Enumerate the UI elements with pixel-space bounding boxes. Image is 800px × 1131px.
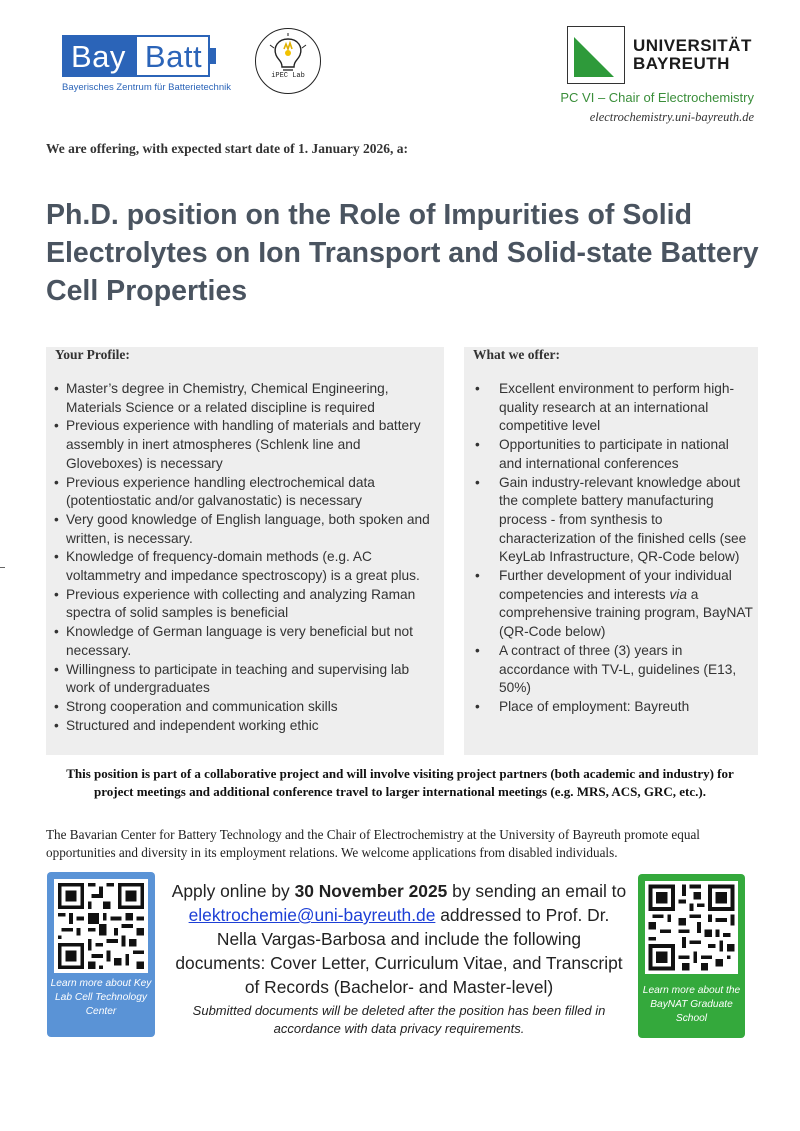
profile-heading: Your Profile: [55,347,130,362]
chair-name: PC VI – Chair of Electrochemistry [560,90,754,105]
bullet-icon: • [54,549,59,565]
collaboration-note: This position is part of a collaborative project and will involve visiting project partners (both academic and industry) for project meetings and additional conference travel to larger international meetings (e.g. MRS, ACS, GRC, etc.). [66,766,734,799]
bullet-icon: • [475,437,480,453]
university-name-line2: BAYREUTH [633,54,730,73]
baynat-qr-code-icon[interactable] [645,881,738,974]
bullet-icon: • [475,474,480,490]
chair-website: electrochemistry.uni-bayreuth.de [589,110,754,124]
baynat-qr-card[interactable] [638,874,745,1038]
bullet-icon: • [475,698,480,714]
bullet-icon: • [54,698,59,714]
baynat-caption[interactable]: Learn more about the BayNAT Graduate School [642,985,741,1024]
profile-list [54,380,440,735]
list-item: • Very good knowledge of English language, both spoken and written, is necessary. [54,511,430,546]
bullet-icon: • [54,661,59,677]
bullet-icon: • [54,586,59,602]
bullet-icon: • [54,624,59,640]
intro-line: We are offering, with expected start date of 1. January 2026, a: [46,141,408,156]
data-privacy-note: Submitted documents will be deleted after the position has been filled in accordance with data privacy requirements. [192,1003,606,1036]
offer-panel [464,347,758,755]
baybatt-logo [62,35,231,93]
application-instructions [170,879,628,999]
baybatt-tagline: Bayerisches Zentrum für Batterietechnik [62,82,231,93]
list-item: • Master’s degree in Chemistry, Chemical Engineering, Materials Science or a related discipline is required [54,381,389,415]
bullet-icon: • [54,511,59,527]
ipec-lab-logo [255,28,321,94]
list-item: • Knowledge of German language is very beneficial but not necessary. [54,624,413,658]
university-emblem-icon [567,26,625,84]
application-email-link[interactable]: elektrochemie@uni-bayreuth.de [188,905,436,925]
bullet-icon: • [54,381,59,396]
logo-batt-text: Batt [135,35,210,77]
logo-bay-text: Bay [62,35,135,77]
list-item: • Willingness to participate in teaching and supervising lab work of undergraduates [54,661,410,696]
list-item: • Structured and independent working ethic [54,717,440,736]
list-item: • Knowledge of frequency-domain methods (e.g. AC voltammetry and impedance spectroscopy) is a great plus. [54,549,420,584]
lightbulb-icon [256,29,320,93]
ipec-label: iPEC Lab [271,72,305,80]
bullet-icon: • [54,717,59,733]
list-item: • Place of employment: Bayreuth [472,698,754,717]
university-name-line1: UNIVERSITÄT [633,36,752,55]
margin-mark [0,567,5,568]
list-item: • Previous experience with collecting and analyzing Raman spectra of solid samples is beneficial [54,586,416,621]
list-item: • A contract of three (3) years in accordance with TV-L, guidelines (E13, 50%) [475,642,737,696]
university-name [633,37,752,73]
position-title: Ph.D. position on the Role of Impurities of Solid Electrolytes on Ion Transport and Solid-state Battery Cell Properties [46,199,759,307]
keylab-caption[interactable]: Learn more about Key Lab Cell Technology Center [50,978,152,1017]
list-item: • Opportunities to participate in national and international conferences [475,437,729,471]
application-deadline: 30 November 2025 [294,881,448,901]
equal-opportunity-statement: The Bavarian Center for Battery Technology and the Chair of Electrochemistry at the University of Bayreuth promote equal opportunities and diversity in its employment relations. We welcome applications from disabled individuals. [46,827,700,860]
bullet-icon: • [54,418,59,434]
list-item: • Previous experience handling electrochemical data (potentiostatic and/or galvanostatic) is necessary [54,474,375,509]
offer-heading: What we offer: [473,347,560,362]
bullet-icon: • [54,474,59,490]
list-item: • Excellent environment to perform high-quality research at an international competitive level [475,381,735,434]
apply-suffix: addressed to Prof. Dr. Nella Vargas-Barbosa and include the following documents: Cover Letter, Curriculum Vitae, and Transcript of Records (Bachelor- and Master-level) [175,905,623,997]
battery-terminal-icon [210,48,216,64]
keylab-qr-card[interactable] [47,872,155,1037]
offer-list [472,380,754,717]
bullet-icon: • [475,381,480,396]
list-item: • Previous experience with handling of materials and battery assembly in inert atmospheres (Schlenk line and Gloveboxes) is necessary [54,418,421,471]
list-item: • Strong cooperation and communication skills [54,698,440,717]
profile-panel [46,347,444,755]
apply-mid: by sending an email to [452,881,627,901]
bullet-icon: • [475,568,480,584]
list-item: • Further development of your individual competencies and interests via a comprehensive training program, BayNAT (QR-Code below) [475,568,753,640]
list-item: • Gain industry-relevant knowledge about the complete battery manufacturing process - from synthesis to characterization of the finished cells (see KeyLab Infrastructure, QR-Code below) [475,474,747,565]
bullet-icon: • [475,642,480,658]
keylab-qr-code-icon[interactable] [54,879,148,973]
apply-prefix: Apply online by [171,881,290,901]
